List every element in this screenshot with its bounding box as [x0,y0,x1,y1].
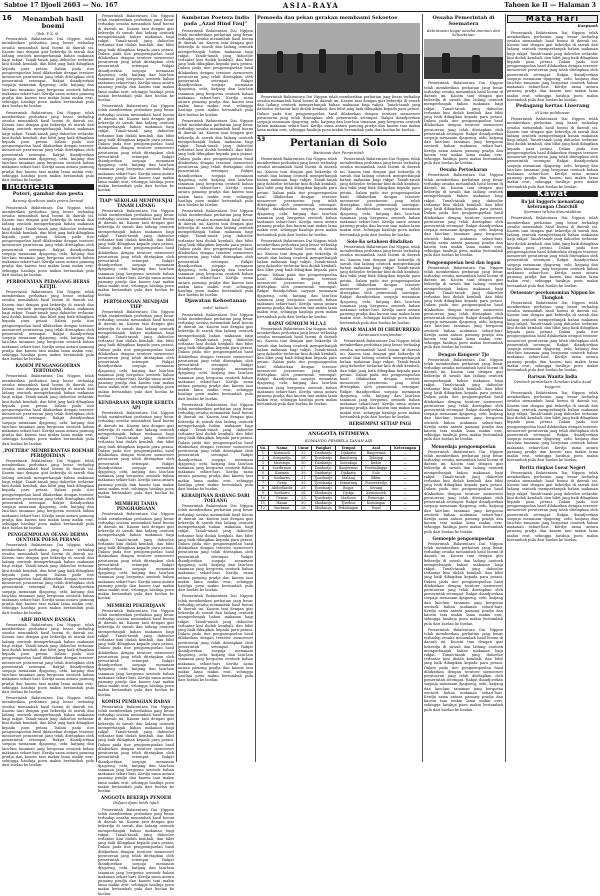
article-headline: Gemoepie pengoempoelan [432,535,495,541]
issue-date: Sabtoe 17 Djoeli 2603 — No. 167 [4,2,118,9]
table-cell: Kemoesoek [361,491,390,496]
article-body: Pemerintah Balatentara Dai Nippon telah memberikan perhatian jang besar terhadap oesaha menambah hasil boemi di daerah ini. Kaoem tani dengan giat bekerdja di sawah dan ladang oentoek memperbanjak bahan makanan bagi rakjat. Tanah-tanah jang dahoeloe terlantar kini diolah kembali, dan bibit jang baik dibagikan kepada para petani. Dalam pada itoe pengoempoelan hasil dilakoekan dengan teratoer menoeroet peratoeran jang telah ditetapkan oleh pemerintah setempat. Rakjat diandjoerkan soepaja menanam djagoeng, oebi, katjang dan lain-lain tanaman jang bergoena oentoek bahan makanan sehari-hari. Kerdja sama antara pamong pradja dan kaoem tani makin lama makin erat, sehingga hasilnja poen makin bertambah pula dari boelan ke boelan. [2,289,94,362]
photo-figure [347,55,353,75]
column-2 [98,14,174,896]
article-title: Menambah hasil boemi [22,15,84,31]
article-body: Pemerintah Balatentara Dai Nippon telah memberikan perhatian jang besar terhadap oesaha menambah hasil boemi di daerah ini. Kaoem tani dengan giat bekerdja di sawah dan ladang oentoek memperbanjak bahan makanan bagi rakjat. Tanah-tanah jang dahoeloe terlantar kini diolah kembali, dan bibit jang baik dibagikan kepada para petani. Dalam pada itoe pengoempoelan hasil dilakoekan dengan teratoer menoeroet peratoeran jang telah ditetapkan oleh pemerintah setempat. Rakjat diandjoerkan soepaja menanam djagoeng, oebi, katjang dan lain-lain tanaman jang bergoena oentoek bahan makanan sehari-hari. Kerdja sama antara pamong pradja dan kaoem tani makin lama makin erat, sehingga hasilnja poen makin bertambah pula dari boelan ke boelan. [2,374,94,446]
column-rule [255,14,256,762]
photo-caption: Pemerintah Balatentara Dai Nippon telah memberikan perhatian jang besar terhadap oesaha menambah hasil boemi di daerah ini. Kaoem tani dengan giat bekerdja di sawah dan ladang oentoek memperbanjak bahan makanan bagi rakjat. Tanah-tanah jang dahoeloe terlantar kini diolah kembali, dan bibit jang baik dibagikan kepada para petani. Dalam pada itoe pengoempoelan hasil dilakoekan dengan teratoer menoeroet peratoeran jang telah ditetapkan oleh pemerintah setempat. Rakjat diandjoerkan soepaja menanam djagoeng, oebi, katjang dan lain-lain tanaman jang bergoena oentoek bahan makanan sehari-hari. Kerdja sama antara pamong pradja dan kaoem tani makin lama makin erat, sehingga hasilnja poen makin bertambah pula dari boelan ke boelan. [257,94,420,133]
table-cell: Tjoedantjo [311,486,335,491]
table-cell: Shodantjo [311,501,335,506]
table-cell: Tjoedantjo [311,481,335,486]
article-body: Pemerintah Balatentara Dai Nippon telah memberikan perhatian jang besar terhadap oesaha menambah hasil boemi di daerah ini. Kaoem tani dengan giat bekerdja di sawah dan ladang oentoek memperbanjak bahan makanan bagi rakjat. Tanah-tanah jang dahoeloe terlantar kini diolah kembali, dan bibit jang baik dibagikan kepada para petani. Dalam pada itoe pengoempoelan hasil dilakoekan dengan teratoer menoeroet peratoeran jang telah ditetapkan oleh pemerintah setempat. Rakjat diandjoerkan soepaja menanam djagoeng, oebi, katjang dan lain-lain tanaman jang bergoena oentoek bahan makanan sehari-hari. Kerdja sama antara pamong pradja dan kaoem tani makin lama makin erat, sehingga hasilnja poen makin bertambah pula dari boelan ke boelan. Pemerintah Balatentara Dai Nippon telah memberikan perhatian jang besar terhadap oesaha menambah hasil boemi di daerah ini. Kaoem tani dengan giat bekerdja di sawah dan ladang oentoek memperbanjak bahan makanan bagi rakjat. Tanah-tanah jang dahoeloe terlantar kini diolah kembali, dan bibit jang baik dibagikan kepada para petani. Dalam pada itoe pengoempoelan hasil dilakoekan dengan teratoer menoeroet peratoeran jang telah ditetapkan oleh pemerintah setempat. Rakjat diandjoerkan soepaja menanam djagoeng, oebi, katjang dan lain-lain tanaman jang bergoena oentoek bahan makanan sehari-hari. Kerdja sama antara pamong pradja dan kaoem tani makin lama makin erat, sehingga hasilnja poen makin bertambah pula dari boelan ke boelan. Pemerintah Balatentara Dai Nippon telah memberikan perhatian jang besar terhadap oesaha menambah hasil boemi di daerah ini. Kaoem tani dengan giat bekerdja di sawah dan ladang oentoek memperbanjak bahan makanan bagi rakjat. Tanah-tanah jang dahoeloe terlantar kini diolah kembali, dan bibit jang baik dibagikan kepada para petani. Dalam pada itoe pengoempoelan hasil dilakoekan dengan teratoer menoeroet peratoeran jang telah ditetapkan oleh pemerintah setempat. Rakjat diandjoerkan soepaja menanam djagoeng, oebi, katjang dan lain-lain tanaman jang bergoena oentoek bahan makanan sehari-hari. Kerdja sama antara pamong pradja dan kaoem tani makin lama makin erat, sehingga hasilnja poen makin bertambah pula dari boelan ke boelan. [178,28,253,298]
photo-figure [277,51,283,73]
table-cell: Malang [335,476,361,481]
article-body: Pemerintah Balatentara Dai Nippon telah memberikan perhatian jang besar terhadap oesaha menambah hasil boemi di daerah ini. Kaoem tani dengan giat bekerdja di sawah dan ladang oentoek memperbanjak bahan makanan bagi rakjat. Tanah-tanah jang dahoeloe terlantar kini diolah kembali, dan bibit jang baik dibagikan kepada para petani. Dalam pada itoe pengoempoelan hasil dilakoekan dengan teratoer menoeroet peratoeran jang telah ditetapkan oleh pemerintah setempat. Rakjat diandjoerkan soepaja menanam djagoeng, oebi, katjang dan lain-lain tanaman jang bergoena oentoek bahan makanan sehari-hari. Kerdja sama antara pamong pradja dan kaoem tani makin lama makin erat, sehingga hasilnja poen makin bertambah pula dari boelan ke boelan. [2,205,94,277]
table-cell: Solo [361,471,390,476]
divider [98,195,174,196]
column-6 [507,14,598,762]
table-cell: Ponorogo [361,496,390,501]
article-headline: KOMISI PEMBAGIAN RABAS [101,698,171,704]
table-cell: 4 [258,466,269,471]
table-cell: 3 [258,461,269,466]
article-body: Pemerintah Balatentara Dai Nippon telah memberikan perhatian jang besar terhadap oesaha menambah hasil boemi di daerah ini. Kaoem tani dengan giat bekerdja di sawah dan ladang oentoek memperbanjak bahan makanan bagi rakjat. Tanah-tanah jang dahoeloe terlantar kini diolah kembali, dan bibit jang baik dibagikan kepada para petani. Dalam pada itoe pengoempoelan hasil dilakoekan dengan teratoer menoeroet peratoeran jang telah ditetapkan oleh pemerintah setempat. Rakjat diandjoerkan soepaja menanam djagoeng, oebi, katjang dan lain-lain tanaman jang bergoena oentoek bahan makanan sehari-hari. Kerdja sama antara pamong pradja dan kaoem tani makin lama makin erat, sehingga hasilnja poen makin bertambah pula dari boelan ke boelan. [424,449,503,534]
table-cell: Madioen [335,496,361,501]
table-row [258,506,420,511]
table-header-cell: No. [258,446,269,451]
table-cell: — [391,501,420,506]
article-headline: BERSEMPAT SETIAP PAGI [348,421,412,427]
article-headline: MEMBERI PEKERDJAAN [106,602,166,608]
table-body [258,451,420,511]
article-headline: TIAP² SEKOLAH MEMPOENJAI TANAH LAPANG [99,197,173,208]
table-cell: — [391,486,420,491]
photo-figure [375,51,381,73]
article-headline: Poteri, gambar dan pesta [12,191,84,198]
table-cell: Soerabaja [335,461,361,466]
article-title: Pertanian di Solo [290,137,387,149]
table-cell: 35 [295,481,311,486]
table-cell: 32 [295,451,311,456]
table-cell: 27 [295,466,311,471]
article-body: Pemerintah Balatentara Dai Nippon telah memberikan perhatian jang besar terhadap oesaha menambah hasil boemi di daerah ini. Kaoem tani dengan giat bekerdja di sawah dan ladang oentoek memperbanjak bahan makanan bagi rakjat. Tanah-tanah jang dahoeloe terlantar kini diolah kembali, dan bibit jang baik dibagikan kepada para petani. Dalam pada itoe pengoempoelan hasil dilakoekan dengan teratoer menoeroet peratoeran jang telah ditetapkan oleh pemerintah setempat. Rakjat diandjoerkan soepaja menanam djagoeng, oebi, katjang dan lain-lain tanaman jang bergoena oentoek bahan makanan sehari-hari. Kerdja sama antara pamong pradja dan kaoem tani makin lama makin erat, sehingga hasilnja poen makin bertambah pula dari boelan ke boelan. [2,543,94,615]
table-cell: 11 [258,501,269,506]
column-5 [424,14,503,762]
photo-figure [472,55,480,73]
table-cell: Soekarno [268,476,295,481]
column-1 [2,14,94,768]
article-headline: Barisan Wanita India [527,374,578,380]
table-cell: Serang [361,486,390,491]
article-subheadline: di kota pelaboean [535,109,570,115]
article-body: Pemerintah Balatentara Dai Nippon telah memberikan perhatian jang besar terhadap oesaha menambah hasil boemi di daerah ini. Kaoem tani dengan giat bekerdja di sawah dan ladang oentoek memperbanjak bahan makanan bagi rakjat. Tanah-tanah jang dahoeloe terlantar kini diolah kembali, dan bibit jang baik dibagikan kepada para petani. Dalam pada itoe pengoempoelan hasil dilakoekan dengan teratoer menoeroet peratoeran jang telah ditetapkan oleh pemerintah setempat. Rakjat diandjoerkan soepaja menanam djagoeng, oebi, katjang dan lain-lain tanaman jang bergoena oentoek bahan makanan sehari-hari. Kerdja sama antara pamong pradja dan kaoem tani makin lama makin erat, sehingga hasilnja poen makin bertambah pula dari boelan ke boelan. [2,458,94,531]
table-cell: Djakarta [335,471,361,476]
table-cell: Rachmat [268,506,295,511]
table-header-cell: Pangkat [311,446,335,451]
table-cell: Pekalongan [335,506,361,511]
table-cell: Kediri [361,461,390,466]
table-cell: 28 [295,456,311,461]
table-cell: Daidantjo [311,466,335,471]
photo-sky [424,39,503,57]
table-cell: — [391,466,420,471]
table-cell: Djokja [335,491,361,496]
table-cell: 30 [295,461,311,466]
table-cell: 10 [258,496,269,501]
article-body: Pemerintah Balatentara Dai Nippon telah memberikan perhatian jang besar terhadap oesaha menambah hasil boemi di daerah ini. Kaoem tani dengan giat bekerdja di sawah dan ladang oentoek memperbanjak bahan makanan bagi rakjat. Tanah-tanah jang dahoeloe terlantar kini diolah kembali, dan bibit jang baik dibagikan kepada para petani. Dalam pada itoe pengoempoelan hasil dilakoekan dengan teratoer menoeroet peratoeran jang telah ditetapkan oleh pemerintah setempat. Rakjat diandjoerkan soepaja menanam djagoeng, oebi, katjang dan lain-lain tanaman jang bergoena oentoek bahan makanan sehari-hari. Kerdja sama antara pamong pradja dan kaoem tani makin lama makin erat, sehingga hasilnja poen makin bertambah pula dari boelan ke boelan. [424,357,503,442]
article-headline: Oetoesan² perekonomian Nippon ke Tiongkok [510,289,595,300]
table-cell: Tjirebon [335,501,361,506]
article-body: Pemerintah Balatentara Dai Nippon telah memberikan perhatian jang besar terhadap oesaha menambah hasil boemi di daerah ini. Kaoem tani dengan giat bekerdja di sawah dan ladang oentoek memperbanjak bahan makanan bagi rakjat. Tanah-tanah jang dahoeloe terlantar kini diolah kembali, dan bibit jang baik dibagikan kepada para petani. Dalam pada itoe pengoempoelan hasil dilakoekan dengan teratoer menoeroet peratoeran jang telah ditetapkan oleh pemerintah setempat. Rakjat diandjoerkan soepaja menanam djagoeng, oebi, katjang dan lain-lain tanaman jang bergoena oentoek bahan makanan sehari-hari. Kerdja sama antara pamong pradja dan kaoem tani makin lama makin erat, sehingga hasilnja poen makin bertambah pula dari boelan ke boelan. [98,208,174,297]
table-cell: — [391,461,420,466]
article-body: Pemerintah Balatentara Dai Nippon telah memberikan perhatian jang besar terhadap oesaha menambah hasil boemi di daerah ini. Kaoem tani dengan giat bekerdja di sawah dan ladang oentoek memperbanjak bahan makanan bagi rakjat. Tanah-tanah jang dahoeloe terlantar kini diolah kembali, dan bibit jang baik dibagikan kepada para petani. Dalam pada itoe pengoempoelan hasil dilakoekan dengan teratoer menoeroet peratoeran jang telah ditetapkan oleh pemerintah setempat. Rakjat diandjoerkan soepaja menanam djagoeng, oebi, katjang dan lain-lain tanaman jang bergoena oentoek bahan makanan sehari-hari. Kerdja sama antara pamong pradja dan kaoem tani makin lama makin erat, sehingga hasilnja poen makin bertambah pula dari boelan ke boelan. [98,309,174,398]
article-body: Pemerintah Balatentara Dai Nippon telah memberikan perhatian jang besar terhadap oesaha menambah hasil boemi di daerah ini. Kaoem tani dengan giat bekerdja di sawah dan ladang oentoek memperbanjak bahan makanan bagi rakjat. Tanah-tanah jang dahoeloe terlantar kini diolah kembali, dan bibit jang baik dibagikan kepada para petani. Dalam pada itoe pengoempoelan hasil dilakoekan dengan teratoer menoeroet peratoeran jang telah ditetapkan oleh pemerintah setempat. Rakjat diandjoerkan soepaja menanam djagoeng, oebi, katjang dan lain-lain tanaman jang bergoena oentoek bahan makanan sehari-hari. Kerdja sama antara pamong pradja dan kaoem tani makin lama makin erat, sehingga hasilnja poen makin bertambah pula dari boelan ke boelan. [98,704,174,793]
table-cell: 9 [258,491,269,496]
article-headline: Menoedaja pengoempoelan [431,443,496,449]
article-headline: Pengoempoelan besi dan logam [426,259,501,265]
column-rule [505,14,506,762]
table-cell: Shodantjo [311,506,335,511]
table-cell: 30 [295,501,311,506]
article-body: Pemerintah Balatentara Dai Nippon telah memberikan perhatian jang besar terhadap oesaha menambah hasil boemi di daerah ini. Kaoem tani dengan giat bekerdja di sawah dan ladang oentoek memperbanjak bahan makanan bagi rakjat. Tanah-tanah jang dahoeloe terlantar kini diolah kembali, dan bibit jang baik dibagikan kepada para petani. Dalam pada itoe pengoempoelan hasil dilakoekan dengan teratoer menoeroet peratoeran jang telah ditetapkan oleh pemerintah setempat. Rakjat diandjoerkan soepaja menanam djagoeng, oebi, katjang dan lain-lain tanaman jang bergoena oentoek bahan makanan sehari-hari. Kerdja sama antara pamong pradja dan kaoem tani makin lama makin erat, sehingga hasilnja poen makin bertambah pula dari boelan ke boelan. [507,300,598,373]
table-cell: Shodantjo [311,491,335,496]
column-rule [96,14,97,762]
table-cell: 29 [295,486,311,491]
article-headline: ANGGOTA BEKERJA PENOEH [100,795,172,801]
article-headline: KERADJINAN RABANG DARI TOELANG [181,493,250,504]
article-subheadline: Didjam-djam lebih lajah [113,800,159,806]
article-body: Pemerintah Balatentara Dai Nippon telah memberikan perhatian jang besar terhadap oesaha menambah hasil boemi di daerah ini. Kaoem tani dengan giat bekerdja di sawah dan ladang oentoek memperbanjak bahan makanan bagi rakjat. Tanah-tanah jang dahoeloe terlantar kini diolah kembali, dan bibit jang baik dibagikan kepada para petani. Dalam pada itoe pengoempoelan hasil dilakoekan dengan teratoer menoeroet peratoeran jang telah ditetapkan oleh pemerintah setempat. Rakjat diandjoerkan soepaja menanam djagoeng, oebi, katjang dan lain-lain tanaman jang bergoena oentoek bahan makanan sehari-hari. Kerdja sama antara pamong pradja dan kaoem tani makin lama makin erat, sehingga hasilnja poen makin bertambah pula dari boelan ke boelan. Pemerintah Balatentara Dai Nippon telah memberikan perhatian jang besar terhadap oesaha menambah hasil boemi di daerah ini. Kaoem tani dengan giat bekerdja di sawah dan ladang oentoek memperbanjak bahan makanan bagi rakjat. Tanah-tanah jang dahoeloe terlantar kini diolah kembali, dan bibit jang baik dibagikan kepada para petani. Dalam pada itoe pengoempoelan hasil dilakoekan dengan teratoer menoeroet peratoeran jang telah ditetapkan oleh pemerintah setempat. Rakjat diandjoerkan soepaja menanam djagoeng, oebi, katjang dan lain-lain tanaman jang bergoena oentoek bahan makanan sehari-hari. Kerdja sama antara pamong pradja dan kaoem tani makin lama makin erat, sehingga hasilnja poen makin bertambah pula dari boelan ke boelan. [98,14,174,193]
table-header-cell: Tempat [335,446,361,451]
article-body: Pemerintah Balatentara Dai Nippon telah memberikan perhatian jang besar terhadap oesaha menambah hasil boemi di daerah ini. Kaoem tani dengan giat bekerdja di sawah dan ladang oentoek memperbanjak bahan makanan bagi rakjat. Tanah-tanah jang dahoeloe terlantar kini diolah kembali, dan bibit jang baik dibagikan kepada para petani. Dalam pada itoe pengoempoelan hasil dilakoekan dengan teratoer menoeroet peratoeran jang telah ditetapkan oleh pemerintah setempat. Rakjat diandjoerkan soepaja menanam djagoeng, oebi, katjang dan lain-lain tanaman jang bergoena oentoek bahan makanan sehari-hari. Kerdja sama antara pamong pradja dan kaoem tani makin lama makin erat, sehingga hasilnja poen makin bertambah pula dari boelan ke boelan. [507,117,598,189]
table-cell: 39 [295,471,311,476]
table-cell: 12 [258,506,269,511]
article-headline: Pedagang kertas Lioerang [515,103,590,110]
photo-figure [297,53,303,73]
table-cell: 7 [258,481,269,486]
article-headline: MEMBERI TANDA PENGHARGAAN [114,501,158,512]
article-subheadline: Ketentoean bagai oesaha anemon dan kehoetanan [426,27,501,37]
photo-figure [397,53,403,73]
masthead [0,0,600,12]
article-number: 53 [257,135,266,143]
table-cell: Tjoedantjo [311,496,335,501]
table-cell: Daidantjo [311,471,335,476]
article-body: Pemerintah Balatentara Dai Nippon telah memberikan perhatian jang besar terhadap oesaha menambah hasil boemi di daerah ini. Kaoem tani dengan giat bekerdja di sawah dan ladang oentoek memperbanjak bahan makanan bagi rakjat. Tanah-tanah jang dahoeloe terlantar kini diolah kembali, dan bibit jang baik dibagikan kepada para petani. Dalam pada itoe pengoempoelan hasil dilakoekan dengan teratoer menoeroet peratoeran jang telah ditetapkan oleh pemerintah setempat. Rakjat diandjoerkan soepaja menanam djagoeng, oebi, katjang dan lain-lain tanaman jang bergoena oentoek bahan makanan sehari-hari. Kerdja sama antara pamong pradja dan kaoem tani makin lama makin erat, sehingga hasilnja poen makin bertambah pula dari boelan ke boelan. [507,216,598,288]
table-cell: Djakarta [335,451,361,456]
table-cell: 31 [295,476,311,481]
article-body: Pemerintah Balatentara Dai Nippon telah memberikan perhatian jang besar terhadap oesaha menambah hasil boemi di daerah ini. Kaoem tani dengan giat bekerdja di sawah dan ladang oentoek memperbanjak bahan makanan bagi rakjat. Tanah-tanah jang dahoeloe terlantar kini diolah kembali, dan bibit jang baik dibagikan kepada para petani. Dalam pada itoe pengoempoelan hasil dilakoekan dengan teratoer menoeroet peratoeran jang telah ditetapkan oleh pemerintah setempat. Rakjat diandjoerkan soepaja menanam djagoeng, oebi, katjang dan lain-lain tanaman jang bergoena oentoek bahan makanan sehari-hari. Kerdja sama antara pamong pradja dan kaoem tani makin lama makin erat, sehingga hasilnja poen makin bertambah pula dari boelan ke boelan. [507,470,598,542]
table-cell: Banjoemas [361,451,390,456]
article-body: Pemerintah Balatentara Dai Nippon telah memberikan perhatian jang besar terhadap oesaha menambah hasil boemi di daerah ini. Kaoem tani dengan giat bekerdja di sawah dan ladang oentoek memperbanjak bahan makanan bagi rakjat. Tanah-tanah jang dahoeloe terlantar kini diolah kembali, dan bibit jang baik dibagikan kepada para petani. Dalam pada itoe pengoempoelan hasil dilakoekan dengan teratoer menoeroet peratoeran jang telah ditetapkan oleh pemerintah setempat. Rakjat diandjoerkan soepaja menanam djagoeng, oebi, katjang dan lain-lain tanaman jang bergoena oentoek bahan makanan sehari-hari. Kerdja sama antara pamong pradja dan kaoem tani makin lama makin erat, sehingga hasilnja poen makin bertambah pula dari boelan ke boelan. [98,512,174,601]
table-cell: Moestopo [268,461,295,466]
article-headline: PENGGEMPOLAN OEANG DERMA OENTOEK POESA PERANG [7,532,89,543]
article-subheadline: Bantoean dari Pemerintah [313,149,364,155]
article-body: Pemerintah Balatentara Dai Nippon telah memberikan perhatian jang besar terhadap oesaha menambah hasil boemi di daerah ini. Kaoem tani dengan giat bekerdja di sawah dan ladang oentoek memperbanjak bahan makanan bagi rakjat. Tanah-tanah jang dahoeloe terlantar kini diolah kembali, dan bibit jang baik dibagikan kepada para petani. Dalam pada itoe pengoempoelan hasil dilakoekan dengan teratoer menoeroet peratoeran jang telah ditetapkan oleh pemerintah setempat. Rakjat diandjoerkan soepaja menanam djagoeng, oebi, katjang dan lain-lain tanaman jang bergoena oentoek bahan makanan sehari-hari. Kerdja sama antara pamong pradja dan kaoem tani makin lama makin erat, sehingga hasilnja poen makin bertambah pula dari boelan ke boelan. [507,391,598,463]
article-headline: Solo-Ko setahoen dindaikan [347,238,413,244]
column-3 [178,14,253,762]
column-tag: Kaepsoek [577,23,598,29]
divider [257,429,420,430]
table-cell: 2 [258,456,269,461]
table-cell: 5 [258,471,269,476]
article-body: Pemerintah Balatentara Dai Nippon telah memberikan perhatian jang besar terhadap oesaha menambah hasil boemi di daerah ini. Kaoem tani dengan giat bekerdja di sawah dan ladang oentoek memperbanjak bahan makanan bagi rakjat. Tanah-tanah jang dahoeloe terlantar kini diolah kembali, dan bibit jang baik dibagikan kepada para petani. Dalam pada itoe pengoempoelan hasil dilakoekan dengan teratoer menoeroet peratoeran jang telah ditetapkan oleh pemerintah setempat. Rakjat diandjoerkan soepaja menanam djagoeng, oebi, katjang dan lain-lain tanaman jang bergoena oentoek bahan makanan sehari-hari. Kerdja sama antara pamong pradja dan kaoem tani makin lama makin erat, sehingga hasilnja poen makin bertambah pula dari boelan ke boelan. Pemerintah Balatentara Dai Nippon telah memberikan perhatian jang besar terhadap oesaha menambah hasil boemi di daerah ini. Kaoem tani dengan giat bekerdja di sawah dan ladang oentoek memperbanjak bahan makanan bagi rakjat. Tanah-tanah jang dahoeloe terlantar kini diolah kembali, dan bibit jang baik dibagikan kepada para petani. Dalam pada itoe pengoempoelan hasil dilakoekan dengan teratoer menoeroet peratoeran jang telah ditetapkan oleh pemerintah setempat. Rakjat diandjoerkan soepaja menanam djagoeng, oebi, katjang dan lain-lain tanaman jang bergoena oentoek bahan makanan sehari-hari. Kerdja sama antara pamong pradja dan kaoem tani makin lama makin erat, sehingga hasilnja poen makin bertambah pula dari boelan ke boelan. [178,504,253,683]
table-cell: Soepardjo [268,456,295,461]
table-cell: — [391,476,420,481]
article-subheadline: soka² taboeh [203,305,228,311]
article-subheadline: Keramaian menjambut [358,331,402,337]
table-cell: 1 [258,451,269,456]
table-subtitle: KOMANDO PEMBELA TANAH AIR [304,437,373,443]
table-cell: 28 [295,506,311,511]
article-body: Pemerintah Balatentara Dai Nippon telah memberikan perhatian jang besar terhadap oesaha menambah hasil boemi di daerah ini. Kaoem tani dengan giat bekerdja di sawah dan ladang oentoek memperbanjak bahan makanan bagi rakjat. Tanah-tanah jang dahoeloe terlantar kini diolah kembali, dan bibit jang baik dibagikan kepada para petani. Dalam pada itoe pengoempoelan hasil dilakoekan dengan teratoer menoeroet peratoeran jang telah ditetapkan oleh pemerintah setempat. Rakjat diandjoerkan soepaja menanam djagoeng, oebi, katjang dan lain-lain tanaman jang bergoena oentoek bahan makanan sehari-hari. Kerdja sama antara pamong pradja dan kaoem tani makin lama makin erat, sehingga hasilnja poen makin bertambah pula dari boelan ke boelan. Solo-Ko setahoen dindaikan Pemerintah Balatentara Dai Nippon telah memberikan perhatian jang besar terhadap oesaha menambah hasil boemi di daerah ini. Kaoem tani dengan giat bekerdja di sawah dan ladang oentoek memperbanjak bahan makanan bagi rakjat. Tanah-tanah jang dahoeloe terlantar kini diolah kembali, dan bibit jang baik dibagikan kepada para petani. Dalam pada itoe pengoempoelan hasil dilakoekan dengan teratoer menoeroet peratoeran jang telah ditetapkan oleh pemerintah setempat. Rakjat diandjoerkan soepaja menanam djagoeng, oebi, katjang dan lain-lain tanaman jang bergoena oentoek bahan makanan sehari-hari. Kerdja sama antara pamong pradja dan kaoem tani makin lama makin erat, sehingga hasilnja poen makin bertambah pula dari boelan ke boelan. PASAR MALAM DI CHEBURREKO Keramaian menjambut Pemerintah Balatentara Dai Nippon telah memberikan perhatian jang besar terhadap oesaha menambah hasil boemi di daerah ini. Kaoem tani dengan giat bekerdja di sawah dan ladang oentoek memperbanjak bahan makanan bagi rakjat. Tanah-tanah jang dahoeloe terlantar kini diolah kembali, dan bibit jang baik dibagikan kepada para petani. Dalam pada itoe pengoempoelan hasil dilakoekan dengan teratoer menoeroet peratoeran jang telah ditetapkan oleh pemerintah setempat. Rakjat diandjoerkan soepaja menanam djagoeng, oebi, katjang dan lain-lain tanaman jang bergoena oentoek bahan makanan sehari-hari. Kerdja sama antara pamong pradja dan kaoem tani makin lama makin erat, sehingga hasilnja poen makin bertambah pula dari boelan ke boelan. BERSEMPAT SETIAP PAGI [340,157,420,427]
article-headline: ARIF HOMAN BANGKA [20,616,76,622]
section-banner: Indonesia [2,184,94,190]
photo-figure [319,49,326,73]
news-photo [257,23,420,93]
article-headline: RAPAT OEMOEM M.I.A.I [268,320,326,326]
column-logo-box: Mata Hari [507,15,598,23]
photo-ground [424,57,503,79]
table-cell: 8 [258,486,269,491]
table-cell: Poerbalingga [361,466,390,471]
table-cell: 26 [295,491,311,496]
table-cell: Soedirman [268,466,295,471]
section-banner: Kawat [507,191,598,197]
article-body: Pemerintah Balatentara Dai Nippon telah memberikan perhatian jang besar terhadap oesaha menambah hasil boemi di daerah ini. Kaoem tani dengan giat bekerdja di sawah dan ladang oentoek memperbanjak bahan makanan bagi rakjat. Tanah-tanah jang dahoeloe terlantar kini diolah kembali, dan bibit jang baik dibagikan kepada para petani. Dalam pada itoe pengoempoelan hasil dilakoekan dengan teratoer menoeroet peratoeran jang telah ditetapkan oleh pemerintah setempat. Rakjat diandjoerkan soepaja menanam djagoeng, oebi, katjang dan lain-lain tanaman jang bergoena oentoek bahan makanan sehari-hari. Kerdja sama antara pamong pradja dan kaoem tani makin lama makin erat, sehingga hasilnja poen makin bertambah pula dari boelan ke boelan. [424,265,503,350]
article-body: Pemerintah Balatentara Dai Nippon telah memberikan perhatian jang besar terhadap oesaha menambah hasil boemi di daerah ini. Kaoem tani dengan giat bekerdja di sawah dan ladang oentoek memperbanjak bahan makanan bagi rakjat. Tanah-tanah jang dahoeloe terlantar kini diolah kembali, dan bibit jang baik dibagikan kepada para petani. Dalam pada itoe pengoempoelan hasil dilakoekan dengan teratoer menoeroet peratoeran jang telah ditetapkan oleh pemerintah setempat. Rakjat diandjoerkan soepaja menanam djagoeng, oebi, katjang dan lain-lain tanaman jang bergoena oentoek bahan makanan sehari-hari. Kerdja sama antara pamong pradja dan kaoem tani makin lama makin erat, sehingga hasilnja poen makin bertambah pula dari boelan ke boelan. Pemerintah Balatentara Dai Nippon telah memberikan perhatian jang besar terhadap oesaha menambah hasil boemi di daerah ini. Kaoem tani dengan giat bekerdja di sawah dan ladang oentoek memperbanjak bahan makanan bagi rakjat. Tanah-tanah jang dahoeloe terlantar kini diolah kembali, dan bibit jang baik dibagikan kepada para petani. Dalam pada itoe pengoempoelan hasil dilakoekan dengan teratoer menoeroet peratoeran jang telah ditetapkan oleh pemerintah setempat. Rakjat diandjoerkan soepaja menanam djagoeng, oebi, katjang dan lain-lain tanaman jang bergoena oentoek bahan makanan sehari-hari. Kerdja sama antara pamong pradja dan kaoem tani makin lama makin erat, sehingga hasilnja poen makin bertambah pula dari boelan ke boelan. [2,622,94,768]
article-subheadline: Sjarmam ta'bisa dimentahkan [523,208,582,214]
news-photo [424,39,503,79]
table-cell: — [391,496,420,501]
table-cell: Koesnadi [268,451,295,456]
article-headline: Dengan Bangoen² Tjo [438,351,489,357]
article-body: Pemerintah Balatentara Dai Nippon telah memberikan perhatian jang besar terhadap oesaha menambah hasil boemi di daerah ini. Kaoem tani dengan giat bekerdja di sawah dan ladang oentoek memperbanjak bahan makanan bagi rakjat. Tanah-tanah jang dahoeloe terlantar kini diolah kembali, dan bibit jang baik dibagikan kepada para petani. Dalam pada itoe pengoempoelan hasil dilakoekan dengan teratoer menoeroet peratoeran jang telah ditetapkan oleh pemerintah setempat. Rakjat diandjoerkan soepaja menanam djagoeng, oebi, katjang dan lain-lain tanaman jang bergoena oentoek bahan makanan sehari-hari. Kerdja sama antara pamong pradja dan kaoem tani makin lama makin erat, sehingga hasilnja poen makin bertambah pula dari boelan ke boelan. [424,81,503,166]
photo-figure [442,53,450,73]
article-body: Pemerintah Balatentara Dai Nippon telah memberikan perhatian jang besar terhadap oesaha menambah hasil boemi di daerah ini. Kaoem tani dengan giat bekerdja di sawah dan ladang oentoek memperbanjak bahan makanan bagi rakjat. Tanah-tanah jang dahoeloe terlantar kini diolah kembali, dan bibit jang baik dibagikan kepada para petani. Dalam pada itoe pengoempoelan hasil dilakoekan dengan teratoer menoeroet peratoeran jang telah ditetapkan oleh pemerintah setempat. Rakjat diandjoerkan soepaja menanam djagoeng, oebi, katjang dan lain-lain tanaman jang bergoena oentoek bahan makanan sehari-hari. Kerdja sama antara pamong pradja dan kaoem tani makin lama makin erat, sehingga hasilnja poen makin bertambah pula dari boelan ke boelan. [98,807,174,896]
table-header-cell: Keterangan [391,446,420,451]
article-headline: Sambetan Poetera India pada „Azad Hind Fauj” [181,15,250,27]
table-cell: — [391,481,420,486]
table-header-cell: Umur [295,446,311,451]
table-cell: Tjoedantjo [311,476,335,481]
table-cell: Semarang [335,481,361,486]
table-cell: — [391,471,420,476]
table-cell: — [391,456,420,461]
article-body: Pemerintah Balatentara Dai Nippon telah memberikan perhatian jang besar terhadap oesaha menambah hasil boemi di daerah ini. Kaoem tani dengan giat bekerdja di sawah dan ladang oentoek memperbanjak bahan makanan bagi rakjat. Tanah-tanah jang dahoeloe terlantar kini diolah kembali, dan bibit jang baik dibagikan kepada para petani. Dalam pada itoe pengoempoelan hasil dilakoekan dengan teratoer menoeroet peratoeran jang telah ditetapkan oleh pemerintah setempat. Rakjat diandjoerkan soepaja menanam djagoeng, oebi, katjang dan lain-lain tanaman jang bergoena oentoek bahan makanan sehari-hari. Kerdja sama antara pamong pradja dan kaoem tani makin lama makin erat, sehingga hasilnja poen makin bertambah pula dari boelan ke boelan. Pemerintah Balatentara Dai Nippon telah memberikan perhatian jang besar terhadap oesaha menambah hasil boemi di daerah ini. Kaoem tani dengan giat bekerdja di sawah dan ladang oentoek memperbanjak bahan makanan bagi rakjat. Tanah-tanah jang dahoeloe terlantar kini diolah kembali, dan bibit jang baik dibagikan kepada para petani. Dalam pada itoe pengoempoelan hasil dilakoekan dengan teratoer menoeroet peratoeran jang telah ditetapkan oleh pemerintah setempat. Rakjat diandjoerkan soepaja menanam djagoeng, oebi, katjang dan lain-lain tanaman jang bergoena oentoek bahan makanan sehari-hari. Kerdja sama antara pamong pradja dan kaoem tani makin lama makin erat, sehingga hasilnja poen makin bertambah pula dari boelan ke boelan. [424,541,503,712]
table-cell: — [391,451,420,456]
photo-sky [257,23,420,55]
table-cell: Soeharto [268,491,295,496]
article-headline: Ra'jat Inggeris menantang keterangan Churchill [521,198,584,209]
article-headline: „POETERA” MEMBERANTAS ROEMAH PERDJOEDIAN [2,447,94,458]
column-rule [176,14,177,762]
article-headline: Djawatan Kehoetanan [184,298,247,305]
article-body: Pemerintah Balatentara Dai Nippon telah memberikan perhatian jang besar terhadap oesaha menambah hasil boemi di daerah ini. Kaoem tani dengan giat bekerdja di sawah dan ladang oentoek memperbanjak bahan makanan bagi rakjat. Tanah-tanah jang dahoeloe terlantar kini diolah kembali, dan bibit jang baik dibagikan kepada para petani. Dalam pada itoe pengoempoelan hasil dilakoekan dengan teratoer menoeroet peratoeran jang telah ditetapkan oleh pemerintah setempat. Rakjat diandjoerkan soepaja menanam djagoeng, oebi, katjang dan lain-lain tanaman jang bergoena oentoek bahan makanan sehari-hari. Kerdja sama antara pamong pradja dan kaoem tani makin lama makin erat, sehingga hasilnja poen makin bertambah pula dari boelan ke boelan. [98,608,174,697]
table-cell: Tjilatjap [361,456,390,461]
article-body: Pemerintah Balatentara Dai Nippon telah memberikan perhatian jang besar terhadap oesaha menambah hasil boemi di daerah ini. Kaoem tani dengan giat bekerdja di sawah dan ladang oentoek memperbanjak bahan makanan bagi rakjat. Tanah-tanah jang dahoeloe terlantar kini diolah kembali, dan bibit jang baik dibagikan kepada para petani. Dalam pada itoe pengoempoelan hasil dilakoekan dengan teratoer menoeroet peratoeran jang telah ditetapkan oleh pemerintah setempat. Rakjat diandjoerkan soepaja menanam djagoeng, oebi, katjang dan lain-lain tanaman jang bergoena oentoek bahan makanan sehari-hari. Kerdja sama antara pamong pradja dan kaoem tani makin lama makin erat, sehingga hasilnja poen makin bertambah pula dari boelan ke boelan. Pemerintah Balatentara Dai Nippon telah memberikan perhatian jang besar terhadap oesaha menambah hasil boemi di daerah ini. Kaoem tani dengan giat bekerdja di sawah dan ladang oentoek memperbanjak bahan makanan bagi rakjat. Tanah-tanah jang dahoeloe terlantar kini diolah kembali, dan bibit jang baik dibagikan kepada para petani. Dalam pada itoe pengoempoelan hasil dilakoekan dengan teratoer menoeroet peratoeran jang telah ditetapkan oleh pemerintah setempat. Rakjat diandjoerkan soepaja menanam djagoeng, oebi, katjang dan lain-lain tanaman jang bergoena oentoek bahan makanan sehari-hari. Kerdja sama antara pamong pradja dan kaoem tani makin lama makin erat, sehingga hasilnja poen makin bertambah pula dari boelan ke boelan. [178,312,253,491]
article-subheadline: Barang djoeboen pada poera berasal [12,198,84,204]
article-headline: Berita ringkas Loear Negeri [519,464,586,470]
article-body: Pemerintah Balatentara Dai Nippon telah memberikan perhatian jang besar terhadap oesaha menambah hasil boemi di daerah ini. Kaoem tani dengan giat bekerdja di sawah dan ladang oentoek memperbanjak bahan makanan bagi rakjat. Tanah-tanah jang dahoeloe terlantar kini diolah kembali, dan bibit jang baik dibagikan kepada para petani. Dalam pada itoe pengoempoelan hasil dilakoekan dengan teratoer menoeroet peratoeran jang telah ditetapkan oleh pemerintah setempat. Rakjat diandjoerkan soepaja menanam djagoeng, oebi, katjang dan lain-lain tanaman jang bergoena oentoek bahan makanan sehari-hari. Kerdja sama antara pamong pradja dan kaoem tani makin lama makin erat, sehingga hasilnja poen makin bertambah pula dari boelan ke boelan. [507,30,598,102]
table-cell: Poerworedjo [361,481,390,486]
table-cell: Bandoeng [335,456,361,461]
article-subheadline: Oentoek pembelaan Gerakan India Azad Inggeris [513,379,592,389]
table-cell: Oemar [268,496,295,501]
article-body: Pemerintah Balatentara Dai Nippon telah memberikan perhatian jang besar terhadap oesaha menambah hasil boemi di daerah ini. Kaoem tani dengan giat bekerdja di sawah dan ladang oentoek memperbanjak bahan makanan bagi rakjat. Tanah-tanah jang dahoeloe terlantar kini diolah kembali, dan bibit jang baik dibagikan kepada para petani. Dalam pada itoe pengoempoelan hasil dilakoekan dengan teratoer menoeroet peratoeran jang telah ditetapkan oleh pemerintah setempat. Rakjat diandjoerkan soepaja menanam djagoeng, oebi, katjang dan lain-lain tanaman jang bergoena oentoek bahan makanan sehari-hari. Kerdja sama antara pamong pradja dan kaoem tani makin lama makin erat, sehingga hasilnja poen makin bertambah pula dari boelan ke boelan. [98,411,174,500]
paper-name: ASIA-RAYA [282,1,340,10]
table-cell: 6 [258,476,269,481]
table-cell: Oerip [268,481,295,486]
table-cell: Banjoemas [335,466,361,471]
table-cell: Koeningan [361,501,390,506]
table-cell: 33 [295,496,311,501]
table-cell: — [391,506,420,511]
article-body: Pemerintah Balatentara Dai Nippon telah memberikan perhatian jang besar terhadap oesaha menambah hasil boemi di daerah ini. Kaoem tani dengan giat bekerdja di sawah dan ladang oentoek memperbanjak bahan makanan bagi rakjat. Tanah-tanah jang dahoeloe terlantar kini diolah kembali, dan bibit jang baik dibagikan kepada para petani. Dalam pada itoe pengoempoelan hasil dilakoekan dengan teratoer menoeroet peratoeran jang telah ditetapkan oleh pemerintah setempat. Rakjat diandjoerkan soepaja menanam djagoeng, oebi, katjang dan lain-lain tanaman jang bergoena oentoek bahan makanan sehari-hari. Kerdja sama antara pamong pradja dan kaoem tani makin lama makin erat, sehingga hasilnja poen makin bertambah pula dari boelan ke boelan. Pemerintah Balatentara Dai Nippon telah memberikan perhatian jang besar terhadap oesaha menambah hasil boemi di daerah ini. Kaoem tani dengan giat bekerdja di sawah dan ladang oentoek memperbanjak bahan makanan bagi rakjat. Tanah-tanah jang dahoeloe terlantar kini diolah kembali, dan bibit jang baik dibagikan kepada para petani. Dalam pada itoe pengoempoelan hasil dilakoekan dengan teratoer menoeroet peratoeran jang telah ditetapkan oleh pemerintah setempat. Rakjat diandjoerkan soepaja menanam djagoeng, oebi, katjang dan lain-lain tanaman jang bergoena oentoek bahan makanan sehari-hari. Kerdja sama antara pamong pradja dan kaoem tani makin lama makin erat, sehingga hasilnja poen makin bertambah pula dari boelan ke boelan. [2,37,94,182]
page-number: Tahoen ke II — Halaman 3 [504,2,596,9]
table-cell: Kasman [268,471,295,476]
byline: Oleh: P. K. St. [36,32,60,36]
table-cell: Blitar [361,476,390,481]
table-header-cell: Asal [361,446,390,451]
photo-frame [257,23,420,93]
roster-table [257,445,420,511]
article-body: Pemerintah Balatentara Dai Nippon telah memberikan perhatian jang besar terhadap oesaha menambah hasil boemi di daerah ini. Kaoem tani dengan giat bekerdja di sawah dan ladang oentoek memperbanjak bahan makanan bagi rakjat. Tanah-tanah jang dahoeloe terlantar kini diolah kembali, dan bibit jang baik dibagikan kepada para petani. Dalam pada itoe pengoempoelan hasil dilakoekan dengan teratoer menoeroet peratoeran jang telah ditetapkan oleh pemerintah setempat. Rakjat diandjoerkan soepaja menanam djagoeng, oebi, katjang dan lain-lain tanaman jang bergoena oentoek bahan makanan sehari-hari. Kerdja sama antara pamong pradja dan kaoem tani makin lama makin erat, sehingga hasilnja poen makin bertambah pula dari boelan ke boelan. Pemerintah Balatentara Dai Nippon telah memberikan perhatian jang besar terhadap oesaha menambah hasil boemi di daerah ini. Kaoem tani dengan giat bekerdja di sawah dan ladang oentoek memperbanjak bahan makanan bagi rakjat. Tanah-tanah jang dahoeloe terlantar kini diolah kembali, dan bibit jang baik dibagikan kepada para petani. Dalam pada itoe pengoempoelan hasil dilakoekan dengan teratoer menoeroet peratoeran jang telah ditetapkan oleh pemerintah setempat. Rakjat diandjoerkan soepaja menanam djagoeng, oebi, katjang dan lain-lain tanaman jang bergoena oentoek bahan makanan sehari-hari. Kerdja sama antara pamong pradja dan kaoem tani makin lama makin erat, sehingga hasilnja poen makin bertambah pula dari boelan ke boelan. RAPAT OEMOEM M.I.A.I Pemerintah Balatentara Dai Nippon telah memberikan perhatian jang besar terhadap oesaha menambah hasil boemi di daerah ini. Kaoem tani dengan giat bekerdja di sawah dan ladang oentoek memperbanjak bahan makanan bagi rakjat. Tanah-tanah jang dahoeloe terlantar kini diolah kembali, dan bibit jang baik dibagikan kepada para petani. Dalam pada itoe pengoempoelan hasil dilakoekan dengan teratoer menoeroet peratoeran jang telah ditetapkan oleh pemerintah setempat. Rakjat diandjoerkan soepaja menanam djagoeng, oebi, katjang dan lain-lain tanaman jang bergoena oentoek bahan makanan sehari-hari. Kerdja sama antara pamong pradja dan kaoem tani makin lama makin erat, sehingga hasilnja poen makin bertambah pula dari boelan ke boelan. [257,157,337,407]
article-headline: PERTOLONGAN MENDJADI TIEP [103,298,169,309]
column-4 [257,14,420,762]
article-body: Pemerintah Balatentara Dai Nippon telah memberikan perhatian jang besar terhadap oesaha menambah hasil boemi di daerah ini. Kaoem tani dengan giat bekerdja di sawah dan ladang oentoek memperbanjak bahan makanan bagi rakjat. Tanah-tanah jang dahoeloe terlantar kini diolah kembali, dan bibit jang baik dibagikan kepada para petani. Dalam pada itoe pengoempoelan hasil dilakoekan dengan teratoer menoeroet peratoeran jang telah ditetapkan oleh pemerintah setempat. Rakjat diandjoerkan soepaja menanam djagoeng, oebi, katjang dan lain-lain tanaman jang bergoena oentoek bahan makanan sehari-hari. Kerdja sama antara pamong pradja dan kaoem tani makin lama makin erat, sehingga hasilnja poen makin bertambah pula dari boelan ke boelan. [424,173,503,258]
table-cell: Tjoedantjo [311,456,335,461]
article-headline: PERBOENYIAN PEDAGANG BERAS KETJIL [6,278,90,289]
table-cell: Abdoelkadir [268,486,295,491]
article-headline: Oesaha Pertoekaran [439,167,488,173]
article-headline: PASAR MALAM DI CHEBURREKO [340,326,420,332]
article-headline: Oesaha Pemerintah di Soematera [432,15,495,27]
article-number: 16 [2,14,12,22]
column-rule [422,14,423,762]
table-title: ANGGOTA ISTIMEWA [308,431,369,438]
table-header-cell: Nama [268,446,295,451]
article-headline: KENDARAAN BANDJIR KERETA API [98,400,174,411]
table-cell: Daidantjo [311,461,335,466]
table-cell: Hasan [268,501,295,506]
table-cell: — [391,491,420,496]
photo-headline: Pemoeda dan pekan gerakan membasmi Sekoetoe [257,15,398,21]
divider [257,135,420,136]
table-cell: Tegal [361,506,390,511]
table-cell: Bogor [335,486,361,491]
article-headline: KAOEM PENGANGGOERAN TERTOLONG [15,363,81,374]
table-cell: Daidantjo [311,451,335,456]
